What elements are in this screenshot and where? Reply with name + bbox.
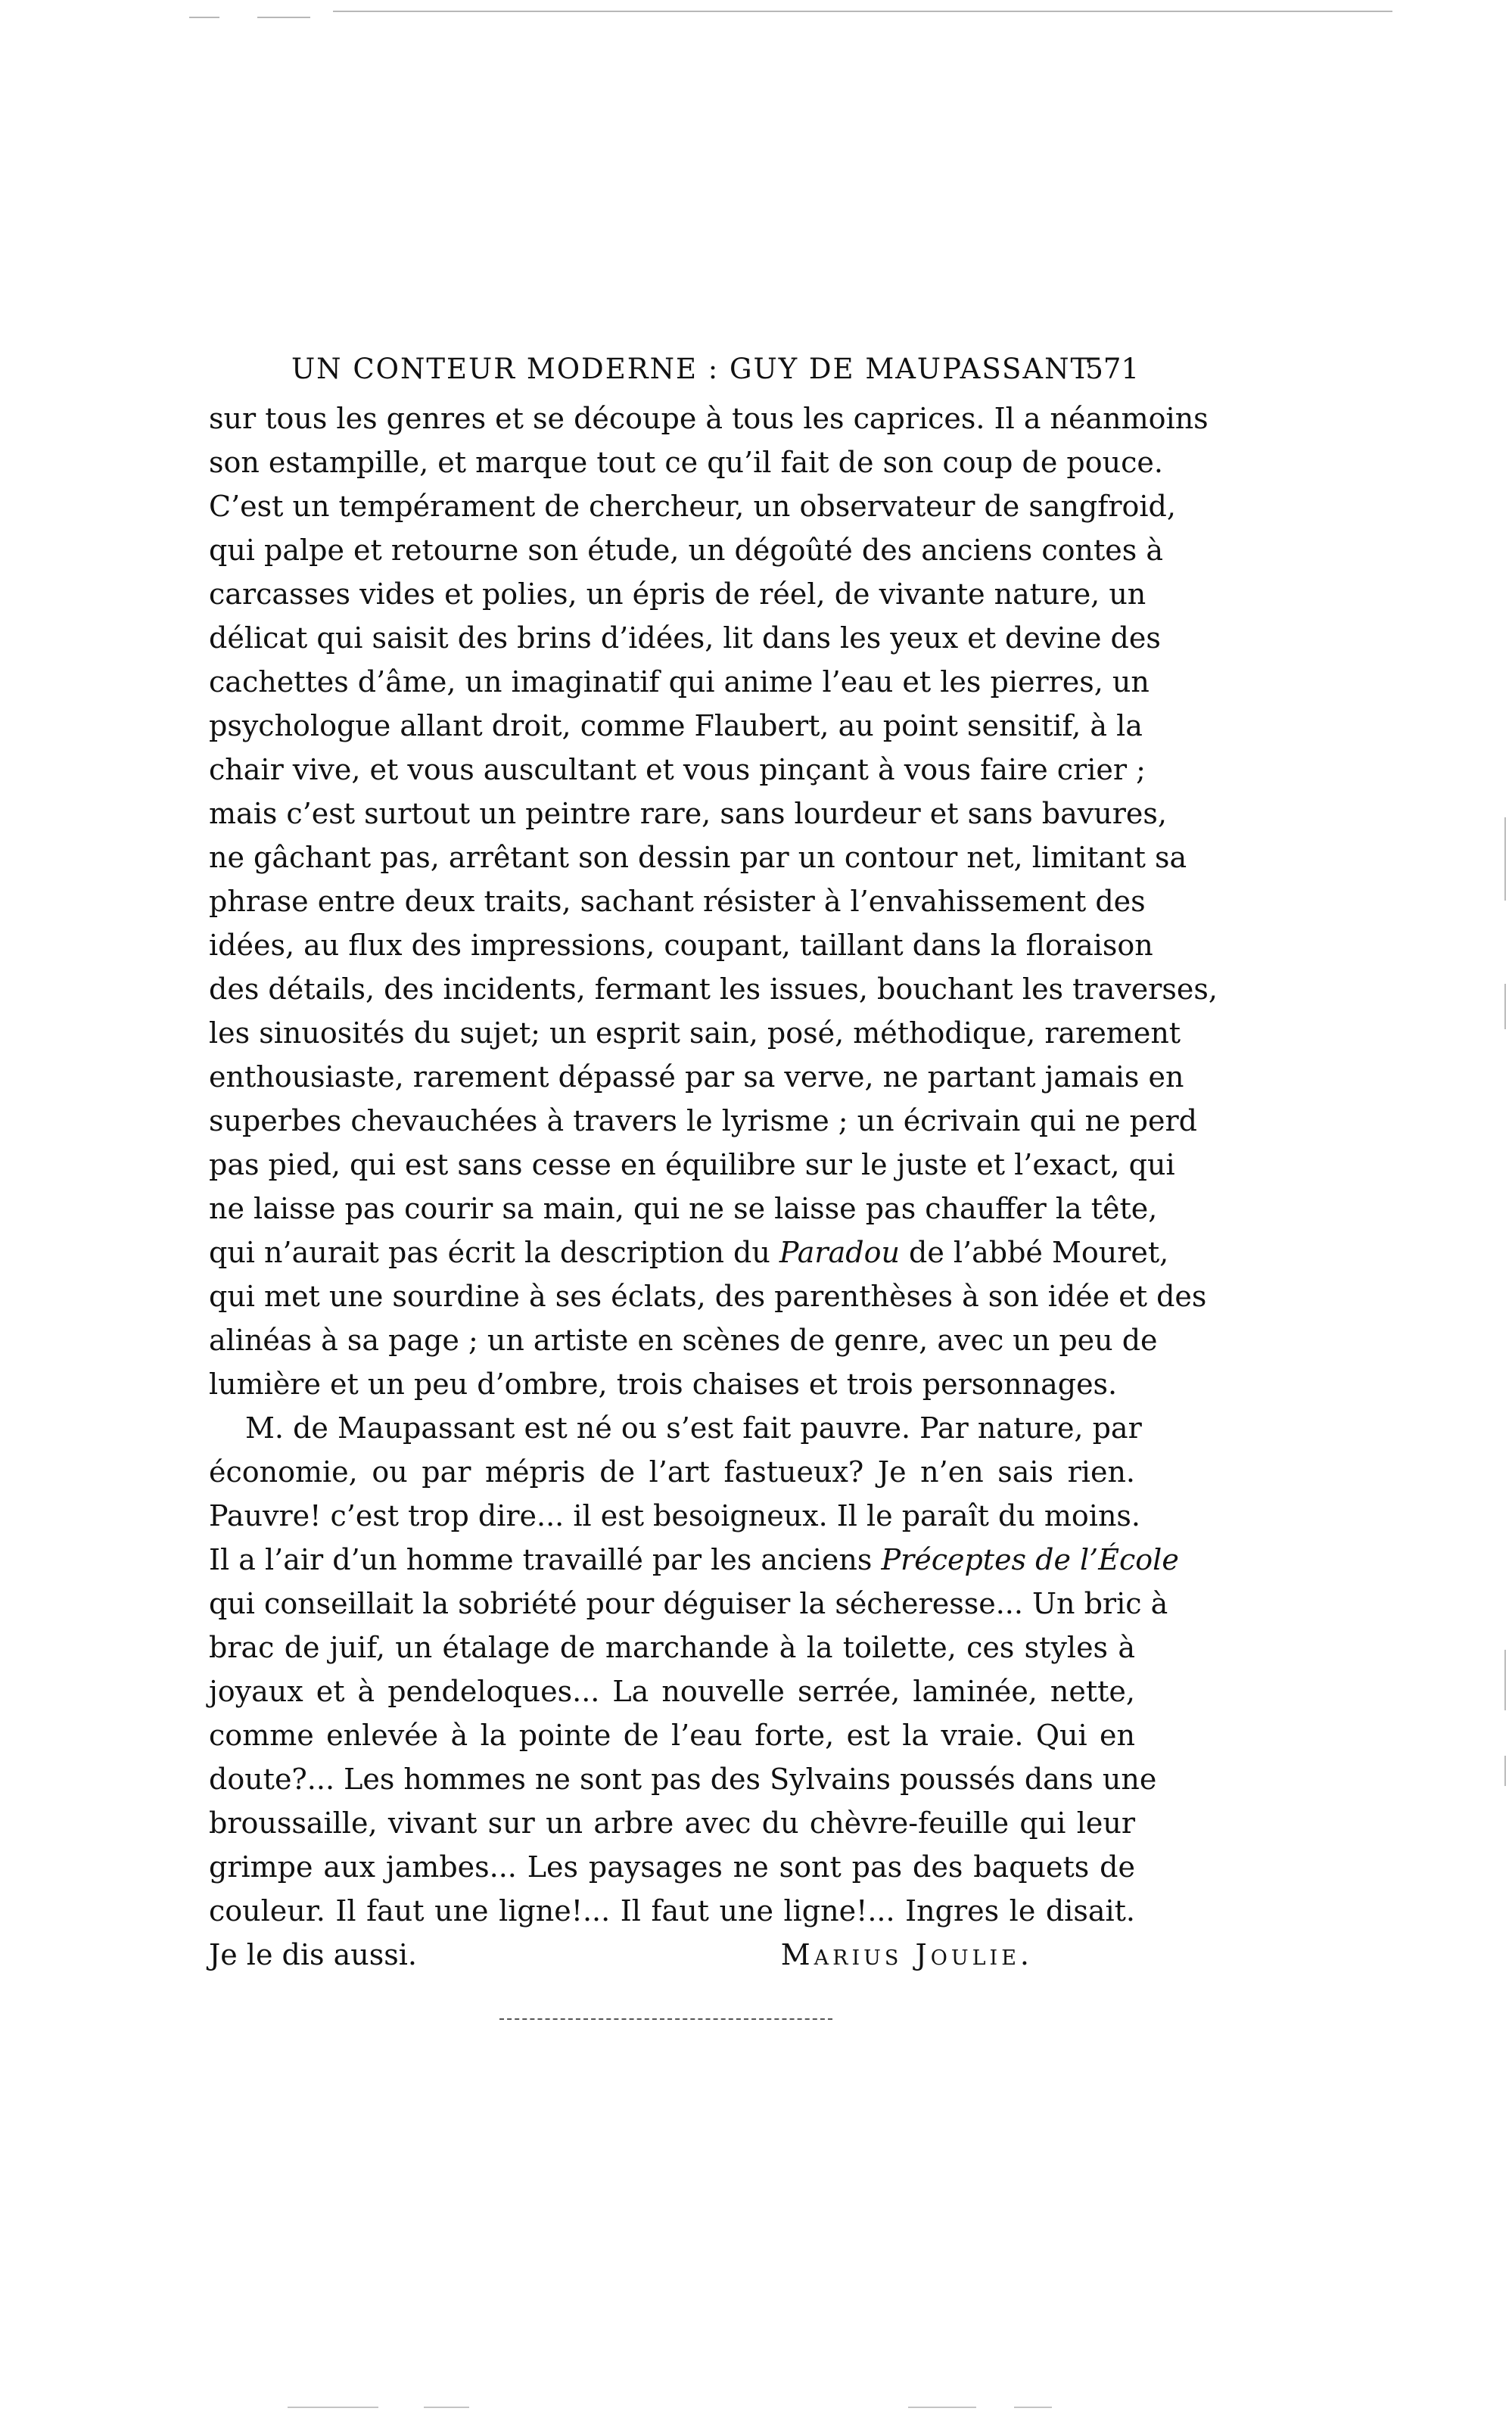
text-line: comme enlevée à la pointe de l’eau forte, est la vraie. Qui en — [209, 1719, 1135, 1752]
text-line-with-italic — [209, 1231, 1169, 1274]
running-header — [291, 347, 1139, 392]
closing-line — [209, 1933, 1135, 1977]
scan-bottom-mark — [288, 2407, 378, 2408]
body-text — [209, 397, 1218, 1977]
text-line: économie, ou par mépris de l’art fastueux? Je n’en sais rien. — [209, 1455, 1135, 1489]
text-line: pas pied, qui est sans cesse en équilibre sur le juste et l’exact, qui — [209, 1148, 1175, 1181]
text-line: grimpe aux jambes... Les paysages ne sont pas des baquets de — [209, 1850, 1135, 1884]
text-line: idées, au flux des impressions, coupant, taillant dans la floraison — [209, 929, 1153, 962]
text-line: C’est un tempérament de chercheur, un observateur de sangfroid, — [209, 490, 1176, 523]
text-line: chair vive, et vous auscultant et vous pinçant à vous faire crier ; — [209, 753, 1146, 786]
scan-bottom-mark — [1014, 2407, 1052, 2408]
text-line: superbes chevauchées à travers le lyrisme ; un écrivain qui ne perd — [209, 1104, 1197, 1137]
text-line-with-italic — [209, 1538, 1179, 1582]
text-line: des détails, des incidents, fermant les issues, bouchant les traverses, — [209, 972, 1218, 1006]
closing-text: Je le dis aussi. — [209, 1938, 417, 1971]
text-line: psychologue allant droit, comme Flaubert, au point sensitif, à la — [209, 709, 1143, 742]
running-title: UN CONTEUR MODERNE : GUY DE MAUPASSANT — [291, 353, 1091, 385]
text-line: cachettes d’âme, un imaginatif qui anime l’eau et les pierres, un — [209, 665, 1150, 699]
text-line: brac de juif, un étalage de marchande à la toilette, ces styles à — [209, 1631, 1135, 1664]
scan-edge-dash — [257, 17, 310, 18]
text-line: alinéas à sa page ; un artiste en scènes de genre, avec un peu de — [209, 1324, 1158, 1357]
text-line: joyaux et à pendeloques... La nouvelle serrée, laminée, nette, — [209, 1675, 1135, 1708]
text-line: délicat qui saisit des brins d’idées, lit dans les yeux et devine des — [209, 621, 1161, 655]
text-line: mais c’est surtout un peintre rare, sans lourdeur et sans bavures, — [209, 797, 1167, 830]
scan-margin-mark — [1504, 817, 1506, 901]
text-line: sur tous les genres et se découpe à tous les caprices. Il a néanmoins — [209, 402, 1209, 435]
text-line: doute?... Les hommes ne sont pas des Sylvains poussés dans une — [209, 1763, 1157, 1796]
text-line: son estampille, et marque tout ce qu’il fait de son coup de pouce. — [209, 446, 1163, 479]
author-signature: Marius Joulie. — [780, 1938, 1033, 1971]
scan-margin-mark — [1504, 984, 1506, 1029]
page-number: 571 — [1085, 353, 1139, 385]
text-line: carcasses vides et polies, un épris de réel, de vivante nature, un — [209, 577, 1146, 611]
text-line: ne gâchant pas, arrêtant son dessin par un contour net, limitant sa — [209, 841, 1187, 874]
text-line: ne laisse pas courir sa main, qui ne se laisse pas chauffer la tête, — [209, 1192, 1158, 1225]
text-line: broussaille, vivant sur un arbre avec du chèvre-feuille qui leur — [209, 1806, 1135, 1840]
text-line: qui met une sourdine à ses éclats, des parenthèses à son idée et des — [209, 1280, 1207, 1313]
italic-title-paradou: Paradou — [779, 1236, 900, 1269]
text-line: enthousiaste, rarement dépassé par sa verve, ne partant jamais en — [209, 1060, 1184, 1094]
scan-edge-dash — [189, 17, 219, 18]
text-line: qui palpe et retourne son étude, un dégoûté des anciens contes à — [209, 534, 1163, 567]
text-line: lumière et un peu d’ombre, trois chaises et trois personnages. — [209, 1368, 1118, 1401]
scan-bottom-mark — [424, 2407, 469, 2408]
text-segment: de l’abbé Mouret, — [899, 1236, 1169, 1269]
scan-edge-line — [333, 11, 1392, 12]
italic-title-preceptes: Préceptes de l’École — [881, 1543, 1179, 1576]
text-line: couleur. Il faut une ligne!... Il faut une ligne!... Ingres le disait. — [209, 1894, 1135, 1928]
scan-margin-mark — [1504, 1650, 1506, 1710]
text-line: les sinuosités du sujet; un esprit sain, posé, méthodique, rarement — [209, 1016, 1181, 1050]
text-line: qui conseillait la sobriété pour déguiser la sécheresse... Un bric à — [209, 1587, 1168, 1620]
end-rule — [499, 2018, 832, 2020]
text-line: phrase entre deux traits, sachant résister à l’envahissement des — [209, 885, 1146, 918]
scan-bottom-mark — [908, 2407, 976, 2408]
text-line: Pauvre! c’est trop dire... il est besoigneux. Il le paraît du moins. — [209, 1499, 1141, 1532]
scan-margin-mark — [1504, 1756, 1506, 1786]
text-segment: Il a l’air d’un homme travaillé par les anciens — [209, 1543, 882, 1576]
paragraph-start-line: M. de Maupassant est né ou s’est fait pauvre. Par nature, par — [245, 1411, 1142, 1445]
text-segment: qui n’aurait pas écrit la description du — [209, 1236, 779, 1269]
